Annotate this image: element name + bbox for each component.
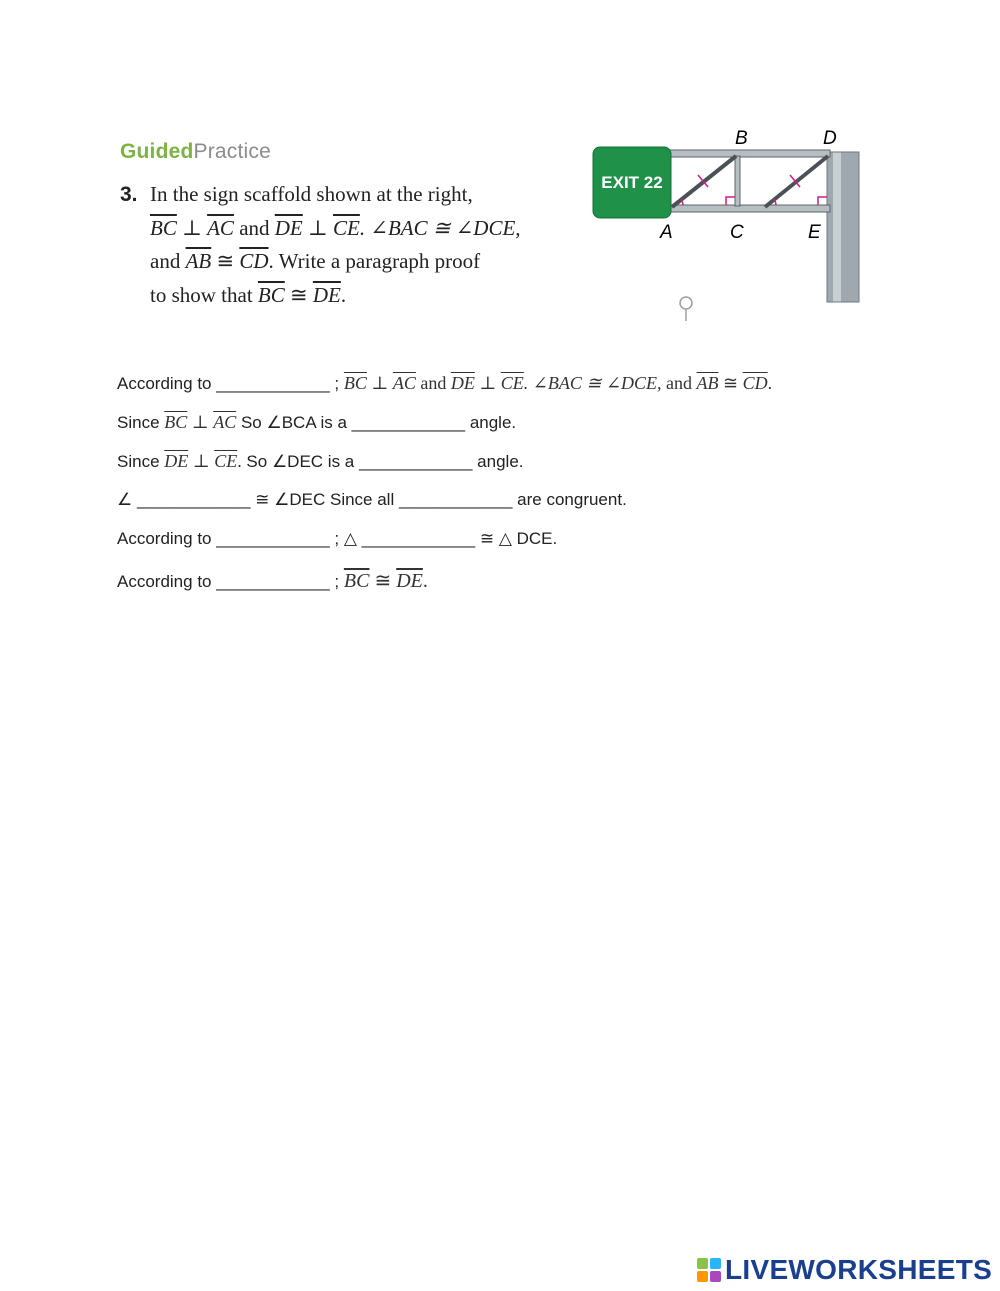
perp-symbol: ⊥: [176, 215, 208, 240]
row-text: So ∠BCA is a: [236, 413, 352, 432]
perp-symbol: ⊥: [187, 412, 214, 432]
heading-practice: Practice: [193, 140, 271, 163]
separator: ; △: [329, 529, 362, 548]
heading-guided: Guided: [120, 140, 194, 163]
row-text: are congruent.: [512, 490, 627, 509]
segment-cd: $\overline{CD}$: [742, 373, 768, 393]
label-b: B: [735, 128, 748, 149]
segment-ab: $\overline{AB}$: [696, 373, 719, 393]
answer-row-5: [117, 529, 557, 549]
answer-row-3: [117, 451, 524, 472]
section-heading: [120, 140, 271, 164]
segment-ce: $\overline{CE}$: [214, 451, 238, 471]
exit-sign-text: EXIT 22: [601, 173, 663, 192]
segment-de: $\overline{DE}$: [396, 570, 423, 592]
answer-blank[interactable]: ____________: [361, 529, 476, 548]
segment-bc: $\overline{BC}$: [150, 215, 177, 240]
strut-bc: [735, 156, 740, 206]
label-e: E: [808, 222, 821, 243]
segment-de: $\overline{DE}$: [450, 373, 475, 393]
row-text: According to: [117, 374, 212, 393]
separator: ;: [329, 374, 344, 393]
segment-bc: $\overline{BC}$: [257, 282, 285, 307]
cong-symbol: ≅: [211, 249, 240, 273]
segment-ce: $\overline{CE}$: [333, 215, 360, 240]
cong-symbol: ≅: [369, 570, 397, 592]
and-text: and: [233, 215, 275, 240]
separator: ;: [329, 572, 344, 591]
perp-symbol: ⊥: [302, 215, 334, 240]
label-a: A: [660, 222, 673, 243]
problem-text-3: . Write a paragraph proof: [268, 249, 481, 273]
pole-highlight: [833, 152, 841, 302]
problem-line-3: [120, 245, 550, 279]
segment-cd: $\overline{CD}$: [239, 249, 269, 273]
scaffold-drawing: [590, 125, 870, 335]
segment-ac: $\overline{AC}$: [213, 412, 237, 432]
segment-de: $\overline{DE}$: [274, 215, 303, 240]
problem-number: 3.: [120, 183, 138, 206]
bottom-bar: [660, 205, 830, 212]
answer-row-6: [117, 568, 428, 593]
segment-ab: $\overline{AB}$: [185, 249, 212, 273]
row-text: Since: [117, 452, 165, 471]
and-text: and: [150, 249, 186, 273]
answer-blank[interactable]: ____________: [216, 572, 330, 591]
cong-symbol: ≅: [718, 373, 743, 393]
row-text: So ∠DEC is a: [241, 452, 359, 471]
perp-symbol: ⊥: [366, 373, 393, 393]
answer-row-2: [117, 412, 516, 433]
answer-blank[interactable]: ____________: [398, 490, 513, 509]
problem-line-2: [120, 212, 550, 246]
sign-scaffold-figure: [590, 125, 870, 335]
segment-bc: $\overline{BC}$: [343, 373, 367, 393]
answer-row-4: [117, 490, 627, 510]
angle-symbol: ∠: [117, 490, 137, 509]
pole: [827, 152, 859, 302]
segment-bc: $\overline{BC}$: [343, 570, 370, 592]
angle-congruence: . ∠BAC ≅ ∠DCE,: [359, 215, 521, 240]
segment-de: $\overline{DE}$: [164, 451, 189, 471]
liveworksheets-logo-icon: [697, 1258, 721, 1282]
and-text: and: [661, 373, 697, 393]
period: .: [237, 451, 242, 471]
row-text: ≅ △ DCE.: [475, 529, 558, 548]
row-text: According to: [117, 529, 217, 548]
top-bar: [660, 150, 830, 157]
problem-text-4: to show that: [150, 282, 258, 307]
answer-blank[interactable]: ____________: [216, 529, 330, 548]
period: .: [340, 282, 347, 307]
perp-symbol: ⊥: [474, 373, 501, 393]
problem-text-1: In the sign scaffold shown at the right,: [150, 182, 473, 206]
answer-blank[interactable]: ____________: [216, 374, 330, 393]
liveworksheets-logo: [697, 1253, 992, 1287]
period: .: [422, 570, 428, 592]
and-text: and: [415, 373, 451, 393]
problem-statement: [120, 178, 550, 312]
answer-row-1: [117, 373, 772, 394]
label-c: C: [730, 222, 744, 243]
answer-blank[interactable]: ____________: [136, 490, 251, 509]
row-text: angle.: [465, 413, 517, 432]
row-text: ≅ ∠DEC Since all: [250, 490, 399, 509]
row-text: According to: [117, 572, 217, 591]
segment-de: $\overline{DE}$: [312, 282, 341, 307]
cursor-icon: [680, 297, 692, 309]
segment-ce: $\overline{CE}$: [500, 373, 524, 393]
answer-blank[interactable]: ____________: [351, 413, 466, 432]
perp-symbol: ⊥: [188, 451, 215, 471]
brand-name: LIVEWORKSHEETS: [725, 1254, 993, 1285]
segment-ac: $\overline{AC}$: [392, 373, 416, 393]
label-d: D: [823, 128, 837, 149]
row-text: angle.: [472, 452, 524, 471]
segment-ac: $\overline{AC}$: [207, 215, 234, 240]
cong-symbol: ≅: [284, 282, 313, 307]
period: .: [767, 373, 773, 393]
right-angle-mark: [726, 197, 735, 205]
right-angle-mark: [818, 197, 827, 205]
row-text: Since: [117, 413, 165, 432]
answer-blank[interactable]: ____________: [358, 452, 473, 471]
segment-bc: $\overline{BC}$: [164, 412, 188, 432]
problem-line-1: [120, 178, 550, 212]
angle-congruence: . ∠BAC ≅ ∠DCE,: [523, 373, 662, 393]
problem-line-4: [120, 279, 550, 313]
